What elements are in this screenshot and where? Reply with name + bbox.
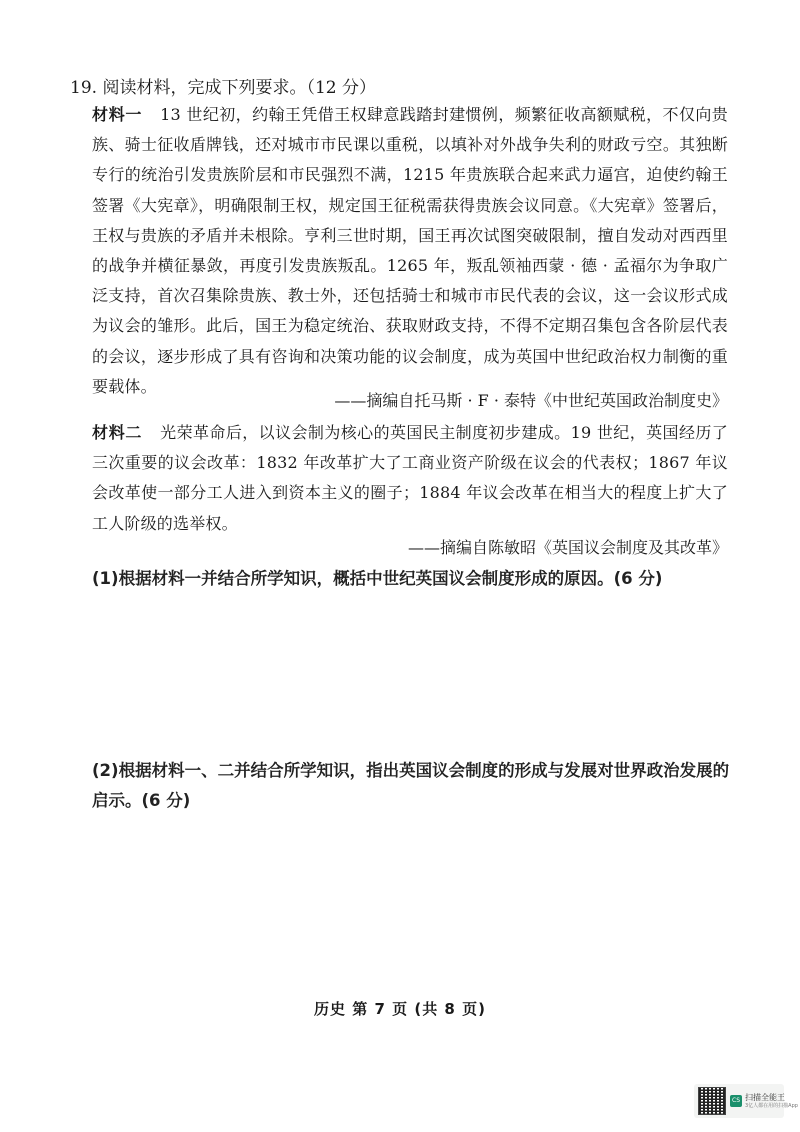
material-one-source: ——摘编自托马斯 · F · 泰特《中世纪英国政治制度史》 (334, 391, 728, 410)
subquestion-1: (1)根据材料一并结合所学知识，概括中世纪英国议会制度形成的原因。(6 分) (92, 569, 663, 588)
material-two-source: ——摘编自陈敏昭《英国议会制度及其改革》 (407, 538, 728, 557)
material-two-label: 材料二 (92, 423, 143, 442)
subquestion-2: (2)根据材料一、二并结合所学知识，指出英国议会制度的形成与发展对世界政治发展的启示。(6 分) (92, 761, 730, 810)
material-one-label: 材料一 (92, 105, 143, 124)
material-one-text: 13 世纪初，约翰王凭借王权肆意践踏封建惯例，频繁征收高额赋税，不仅向贵族、骑士征收盾牌钱，还对城市市民课以重税，以填补对外战争失利的财政亏空。其独断专行的统治引发贵族阶层和市民强烈不满，1215 年贵族联合起来武力逼宫，迫使约翰王签署《大宪章》，明确限制王权，规定国王征税需获得贵族会议同意。《大宪章》签署后，王权与贵族的矛盾并未根除。亨利三世时期，国王再次试图突破限制，擅自发动对西西里的战争并横征暴敛，再度引发贵族叛乱。1265 年，叛乱领袖西蒙 · 德 · 孟福尔为争取广泛支持，首次召集除贵族、教士外，还包括骑士和城市市民代表的会议，这一会议形式成为议会的雏形。此后，国王为稳定统治、获取财政支持，不得不定期召集包含各阶层代表的会议，逐步形成了具有咨询和决策功能的议会制度，成为英国中世纪政治权力制衡的重要载体。 (92, 105, 728, 396)
material-two-text: 光荣革命后，以议会制为核心的英国民主制度初步建成。19 世纪，英国经历了三次重要的议会改革：1832 年改革扩大了工商业资产阶级在议会的代表权；1867 年议会改革使一部分工人进入到资本主义的圈子；1884 年议会改革在相当大的程度上扩大了工人阶级的选举权。 (92, 423, 728, 533)
watermark-title: 扫描全能王 (745, 1092, 785, 1102)
material-two (92, 418, 728, 539)
watermark-subtitle: 3亿人都在用的扫描App (745, 1102, 798, 1109)
watermark-text (745, 1093, 798, 1110)
scanner-watermark (694, 1084, 798, 1118)
page-footer: 历史 第 7 页 (共 8 页) (314, 1000, 486, 1018)
question-heading: 19. 阅读材料，完成下列要求。（12 分） (70, 78, 376, 98)
qr-code-icon (698, 1087, 726, 1115)
material-one (92, 100, 728, 402)
camscanner-logo-icon: CS (730, 1095, 742, 1107)
